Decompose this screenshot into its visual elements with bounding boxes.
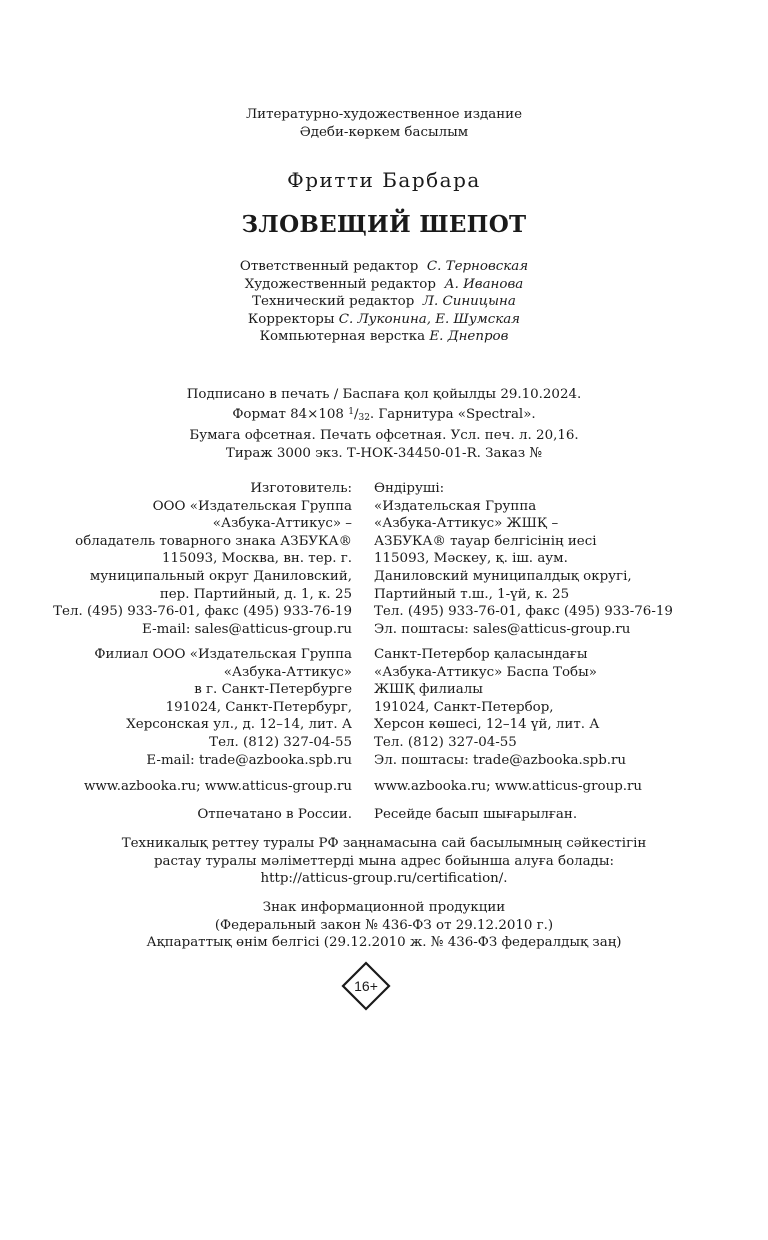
manufacturer-kz-line: 115093, Мәскеу, қ. іш. аум. [374,551,568,567]
manufacturer-kz-email: Эл. поштасы: sales@atticus-group.ru [374,621,631,637]
info-mark-line: Знак информационной продукции [262,900,506,915]
manufacturer-ru-line: Изготовитель: [250,481,352,496]
certification [0,835,768,888]
credit-person: Е. Днепров [429,329,509,345]
manufacturer-kz-line: Даниловский муниципалдық округі, [374,568,632,584]
certification-line: Техникалық реттеу туралы РФ заңнамасына сай басылымның сәйкестігін [121,836,647,851]
credit-role: Ответственный редактор [239,259,419,274]
print-info [0,386,768,462]
websites-kz: www.azbooka.ru; www.atticus-group.ru [374,779,643,794]
format-prefix: Формат 84×108 [232,406,344,422]
book-title: ЗЛОВЕЩИЙ ШЕПОТ [241,211,527,238]
branch-kz-line: «Азбука-Аттикус» Баспа Тобы» [374,664,597,680]
branch-kz-line: ЖШҚ филиалы [374,682,483,698]
genre-header [0,106,768,142]
credit-person: Л. Синицына [422,294,516,310]
credits [0,258,768,346]
branch-kz-line: Санкт-Петербор қаласындағы [374,647,588,662]
credit-person: А. Иванова [444,276,524,292]
branch-kz [374,646,626,769]
info-mark [0,899,768,952]
credit-person: С. Луконина, Е. Шумская [338,311,521,327]
author-name: Фритти Барбара [287,168,481,192]
info-mark-line: (Федеральный закон № 436-ФЗ от 29.12.2010 г.) [214,917,554,933]
credit-line [0,276,768,294]
age-rating-label: 16+ [354,978,378,994]
manufacturer-kz-line: АЗБУКА® тауар белгісінің иесі [374,533,597,549]
manufacturer-ru-line: пер. Партийный, д. 1, к. 25 [159,586,352,602]
branch-ru-line: 191024, Санкт-Петербург, [165,699,352,715]
branch-kz-line: Херсон көшесі, 12–14 үй, лит. А [374,717,600,733]
certification-line: растау туралы мәліметтерді мына адрес бойынша алуға болады: [153,853,615,869]
manufacturer-ru-line: ООО «Издательская Группа [152,498,352,514]
genre-kz: Әдеби-көркем басылым [299,125,469,140]
manufacturer-ru-line: 115093, Москва, вн. тер. г. [162,551,352,567]
branch-kz-line: 191024, Санкт-Петербор, [374,699,554,715]
manufacturer-ru-line: обладатель товарного знака АЗБУКА® [75,533,352,549]
credit-line [0,258,768,276]
branch-ru-email: E-mail: trade@azbooka.spb.ru [146,752,352,768]
credit-role: Корректоры [247,311,335,327]
manufacturer-ru-email: E-mail: sales@atticus-group.ru [142,621,352,637]
format-numerator: 1 [348,406,354,417]
manufacturer-kz-line: Өндіруші: [374,481,445,496]
printed-ru: Отпечатано в России. [197,807,352,822]
run-line: Тираж 3000 экз. Т-НОК-34450-01-R. Заказ № [225,445,543,461]
manufacturer-kz-line: «Азбука-Аттикус» ЖШҚ – [374,516,559,532]
branch-ru-line: в г. Санкт-Петербурге [194,682,352,698]
format-suffix: . Гарнитура «Spectral». [369,406,536,422]
branch-ru [94,646,352,769]
signed-line: Подписано в печать / Баспаға қол қойылды 29.10.2024. [186,387,582,402]
branch-kz-email: Эл. поштасы: trade@azbooka.spb.ru [374,752,627,768]
credit-person: С. Терновская [426,259,529,274]
format-denominator: 32 [358,412,370,423]
manufacturer-ru [53,480,352,638]
paper-line: Бумага офсетная. Печать офсетная. Усл. печ. л. 20,16. [189,428,579,444]
credit-line [0,293,768,311]
genre-ru: Литературно-художественное издание [245,107,523,122]
branch-kz-line: Тел. (812) 327-04-55 [374,734,517,750]
info-mark-line: Ақпараттық өнім белгісі (29.12.2010 ж. № 436-ФЗ федералдық заң) [146,935,622,951]
credit-role: Технический редактор [252,294,415,310]
printed-kz: Ресейде басып шығарылған. [374,807,578,822]
manufacturer-ru-line: «Азбука-Аттикус» – [212,516,352,532]
credit-line [0,311,768,329]
manufacturer-ru-line: муниципальный округ Даниловский, [89,568,352,584]
manufacturer-kz-line: «Издательская Группа [374,498,537,514]
credit-role: Компьютерная верстка [259,329,426,345]
format-line: Формат 84×108 $^1/_{32}$. Гарнитура «Spectral». [232,406,536,423]
manufacturer-kz [374,480,673,638]
credit-role: Художественный редактор [244,276,436,292]
age-rating-diamond-icon [341,961,391,1011]
manufacturer-kz-line: Партийный т.ш., 1-үй, к. 25 [374,586,570,602]
credit-line [0,328,768,346]
certification-url: http://atticus-group.ru/certification/. [260,871,508,887]
branch-ru-line: Тел. (812) 327-04-55 [209,734,352,750]
websites-ru: www.azbooka.ru; www.atticus-group.ru [83,779,352,794]
branch-ru-line: Филиал ООО «Издательская Группа [94,647,352,662]
branch-ru-line: Херсонская ул., д. 12–14, лит. А [126,717,352,733]
branch-ru-line: «Азбука-Аттикус» [223,664,352,680]
manufacturer-ru-line: Тел. (495) 933-76-01, факс (495) 933-76-19 [53,604,352,620]
manufacturer-kz-line: Тел. (495) 933-76-01, факс (495) 933-76-19 [374,604,673,620]
